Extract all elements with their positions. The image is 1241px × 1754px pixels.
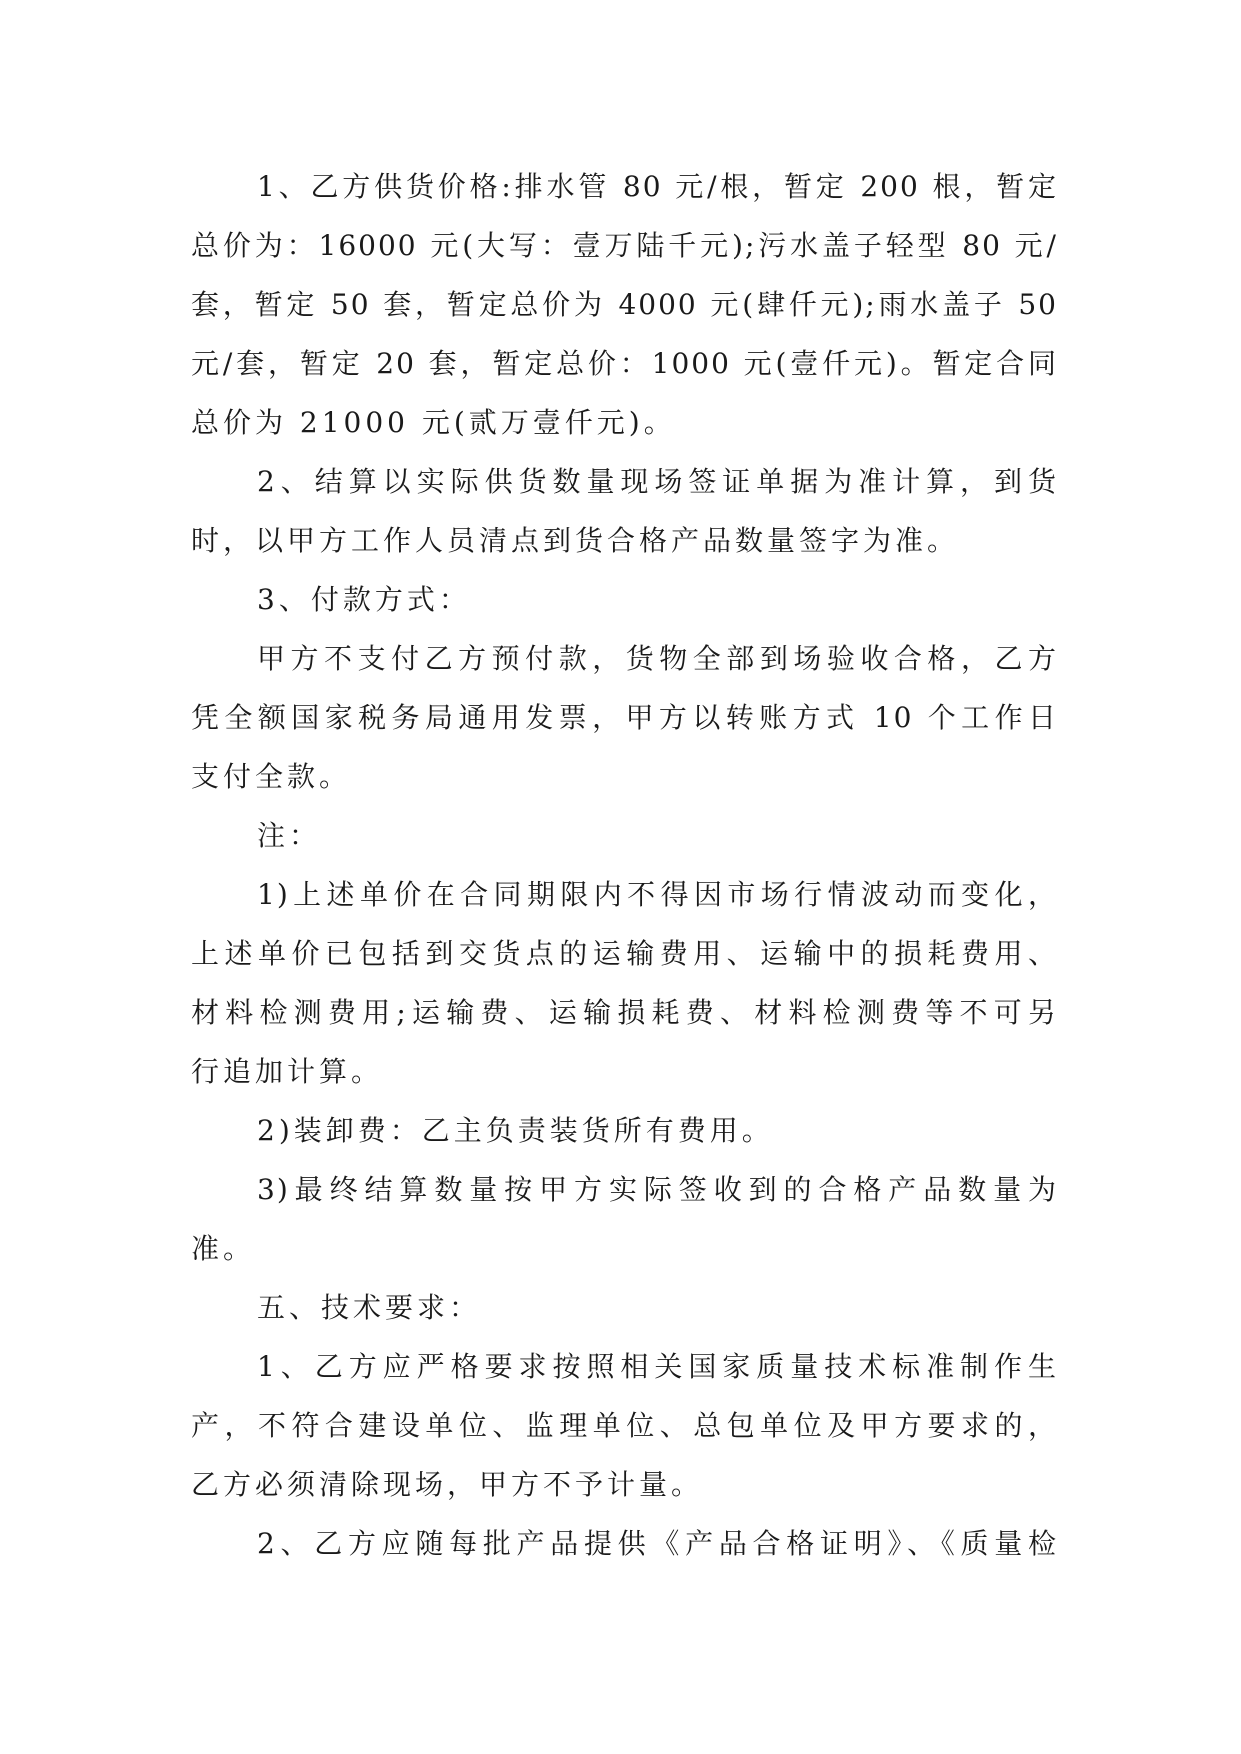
paragraph-note-1 [191,865,1058,1101]
paragraph-payment-heading [191,570,1058,629]
text-line: 2、乙方应随每批产品提供《产品合格证明》、《质量检 [257,1527,1058,1560]
paragraph-note-3 [191,1160,1058,1278]
text-line: 时，以甲方工作人员清点到货合格产品数量签字为准。 [191,524,960,557]
text-line: 2、结算以实际供货数量现场签证单据为准计算，到货 [257,465,1058,498]
text-line: 上述单价已包括到交货点的运输费用、运输中的损耗费用、 [191,937,1058,970]
paragraph-payment [191,629,1058,806]
text-line: 支付全款。 [191,760,352,793]
paragraph-note-2 [191,1101,1058,1160]
text-line: 1)上述单价在合同期限内不得因市场行情波动而变化， [257,878,1058,911]
text-line: 甲方不支付乙方预付款，货物全部到场验收合格，乙方 [257,642,1058,675]
text-line: 元/套，暂定 20 套，暂定总价：1000 元(壹仟元)。暂定合同 [191,347,1058,380]
text-line: 2)装卸费：乙主负责装货所有费用。 [257,1114,774,1147]
text-line: 3)最终结算数量按甲方实际签收到的合格产品数量为 [257,1173,1058,1206]
text-line: 总价为 21000 元(贰万壹仟元)。 [191,406,676,439]
section-heading: 五、技术要求： [257,1291,482,1324]
text-line: 准。 [191,1232,256,1265]
section-heading: 注： [257,819,322,852]
text-line: 1、乙方供货价格:排水管 80 元/根，暂定 200 根，暂定 [257,170,1058,203]
paragraph-tech-1 [191,1337,1058,1514]
paragraph-price [191,157,1058,452]
text-line: 凭全额国家税务局通用发票，甲方以转账方式 10 个工作日 [191,701,1058,734]
paragraph-tech-heading [191,1278,1058,1337]
text-line: 套，暂定 50 套，暂定总价为 4000 元(肆仟元);雨水盖子 50 [191,288,1058,321]
paragraph-note-heading [191,806,1058,865]
paragraph-settlement [191,452,1058,570]
text-line: 材料检测费用;运输费、运输损耗费、材料检测费等不可另 [191,996,1058,1029]
text-line: 乙方必须清除现场，甲方不予计量。 [191,1468,704,1501]
text-line: 总价为：16000 元(大写：壹万陆千元);污水盖子轻型 80 元/ [191,229,1058,262]
section-heading: 3、付款方式： [257,583,471,616]
text-line: 行追加计算。 [191,1055,384,1088]
paragraph-tech-2 [191,1514,1058,1573]
document-body [191,157,1058,1573]
text-line: 产，不符合建设单位、监理单位、总包单位及甲方要求的， [191,1409,1058,1442]
text-line: 1、乙方应严格要求按照相关国家质量技术标准制作生 [257,1350,1058,1383]
